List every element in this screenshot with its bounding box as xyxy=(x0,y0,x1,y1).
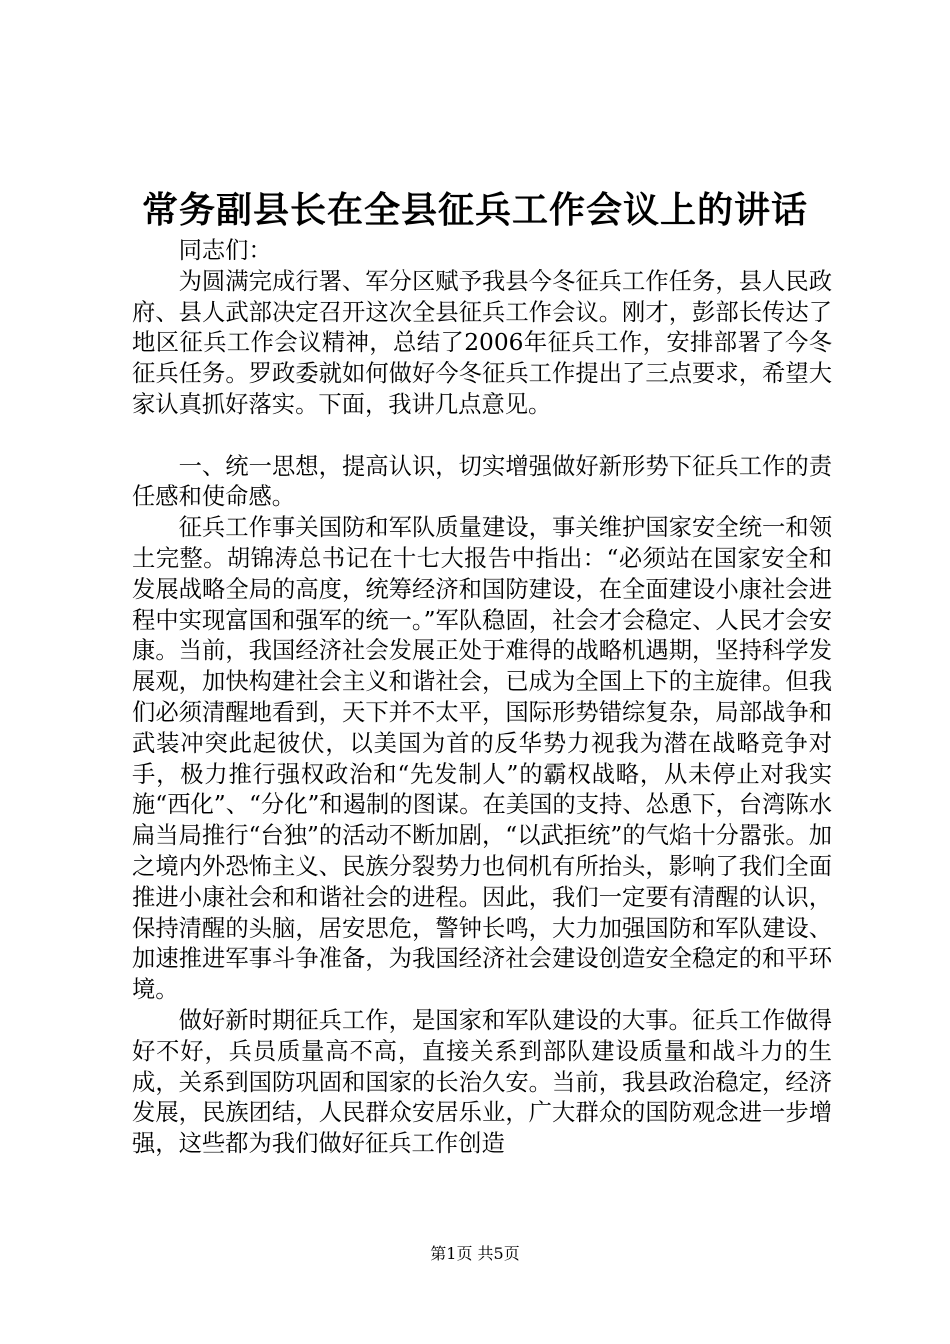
document-title: 常务副县长在全县征兵工作会议上的讲话 xyxy=(141,189,808,231)
page-number-footer: 第1页 共5页 xyxy=(430,1244,520,1263)
intro-paragraph: 为圆满完成行署、军分区赋予我县今冬征兵工作任务，县人民政府、县人武部决定召开这次全县征兵工作会议。刚才，彭部长传达了地区征兵工作会议精神，总结了2006年征兵工作，安排部署了今冬征兵任务。罗政委就如何做好今冬征兵工作提出了三点要求，希望大家认真抓好落实。下面，我讲几点意见。 xyxy=(132,267,832,418)
body-paragraph: 做好新时期征兵工作，是国家和军队建设的大事。征兵工作做得好不好，兵员质量高不高，直接关系到部队建设质量和战斗力的生成，关系到国防巩固和国家的长治久安。当前，我县政治稳定，经济发展，民族团结，人民群众安居乐业，广大群众的国防观念进一步增强，这些都为我们做好征兵工作创造 xyxy=(132,1006,832,1158)
salutation-paragraph: 同志们： xyxy=(178,237,272,264)
document-body xyxy=(132,236,832,1160)
body-paragraph: 征兵工作事关国防和军队质量建设，事关维护国家安全统一和领土完整。胡锦涛总书记在十七大报告中指出：“必须站在国家安全和发展战略全局的高度，统筹经济和国防建设，在全面建设小康社会进程中实现富国和强军的统一。”军队稳固，社会才会稳定、人民才会安康。当前，我国经济社会发展正处于难得的战略机遇期，坚持科学发展观，加快构建社会主义和谐社会，已成为全国上下的主旋律。但我们必须清醒地看到，天下并不太平，国际形势错综复杂，局部战争和武装冲突此起彼伏，以美国为首的反华势力视我为潜在战略竞争对手，极力推行强权政治和“先发制人”的霸权战略，从未停止对我实施“西化”、“分化”和遏制的图谋。在美国的支持、怂恿下，台湾陈水扁当局推行“台独”的活动不断加剧，“以武拒统”的气焰十分嚣张。加之境内外恐怖主义、民族分裂势力也伺机有所抬头，影响了我们全面推进小康社会和和谐社会的进程。因此，我们一定要有清醒的认识，保持清醒的头脑，居安思危，警钟长鸣，大力加强国防和军队建设、加速推进军事斗争准备，为我国经济社会建设创造安全稳定的和平环境。 xyxy=(132,514,832,1004)
section-heading-1: 一、统一思想，提高认识，切实增强做好新形势下征兵工作的责任感和使命感。 xyxy=(132,452,832,511)
